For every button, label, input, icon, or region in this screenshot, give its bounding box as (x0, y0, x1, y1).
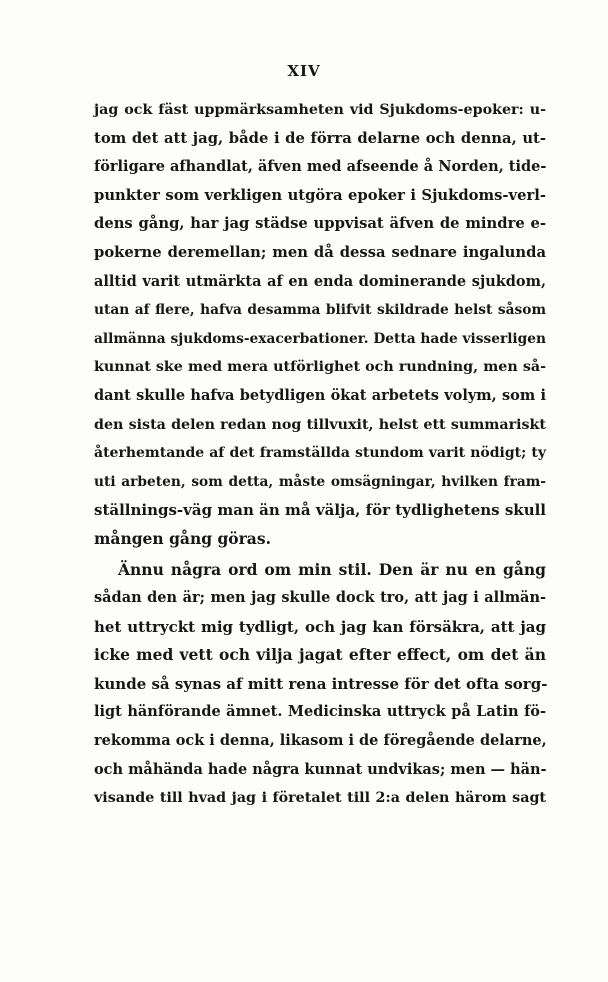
page-number: XIV (287, 62, 321, 80)
text-line: uti arbeten, som detta, måste omsägningar, hvilken fram- (94, 473, 546, 490)
text-line: rekomma ock i denna, likasom i de föregående delarne, (94, 732, 547, 750)
text-line: kunnat ske med mera utförlighet och rundning, men så- (94, 359, 546, 376)
paragraph-2 (94, 556, 546, 813)
text-line: dant skulle hafva betydligen ökat arbetets volym, som i (94, 386, 546, 404)
text-line: ligt hänförande ämnet. Medicinska uttryck på Latin fö- (94, 703, 546, 721)
text-line: jag ock fäst uppmärksamheten vid Sjukdoms-epoker: u- (94, 102, 546, 118)
text-line: visande till hvad jag i företalet till 2:a delen härom sagt (94, 790, 546, 807)
text-line: tom det att jag, både i de förra delarne och denna, ut- (94, 129, 546, 147)
text-line: icke med vett och vilja jagat efter effect, om det än (94, 645, 546, 665)
text-line: pokerne deremellan; men då dessa sednare ingalunda (94, 243, 546, 261)
text-line: och måhända hade några kunnat undvikas; men — hän- (94, 760, 547, 778)
text-line: återhemtande af det framställda stundom varit nödigt; ty (94, 445, 546, 462)
text-line: allmänna sjukdoms-exacerbationer. Detta hade visserligen (94, 330, 546, 347)
text-line: förligare afhandlat, äfven med afseende å Norden, tide- (94, 158, 547, 176)
text-line: kunde så synas af mitt rena intresse för det ofta sorg- (94, 674, 548, 693)
text-line: sådan den är; men jag skulle dock tro, att jag i allmän- (94, 589, 546, 607)
text-line: het uttryckt mig tydligt, och jag kan försäkra, att jag (94, 617, 546, 636)
text-line: alltid varit utmärkta af en enda dominerande sjukdom, (94, 272, 546, 290)
text-line: dens gång, har jag städse uppvisat äfven de mindre e- (94, 215, 546, 233)
body-text (94, 96, 546, 813)
text-line: utan af flere, hafva desamma blifvit skildrade helst såsom (94, 302, 546, 319)
text-line: den sista delen redan nog tillvuxit, helst ett summariskt (94, 416, 546, 433)
text-line: mången gång göras. (94, 528, 271, 548)
text-line: Ännu några ord om min stil. Den är nu en gång (118, 559, 546, 579)
text-line: ställnings-väg man än må välja, för tydlighetens skull (94, 501, 546, 520)
paragraph-1 (94, 96, 546, 554)
text-line: punkter som verkligen utgöra epoker i Sjukdoms-verl- (94, 186, 546, 204)
